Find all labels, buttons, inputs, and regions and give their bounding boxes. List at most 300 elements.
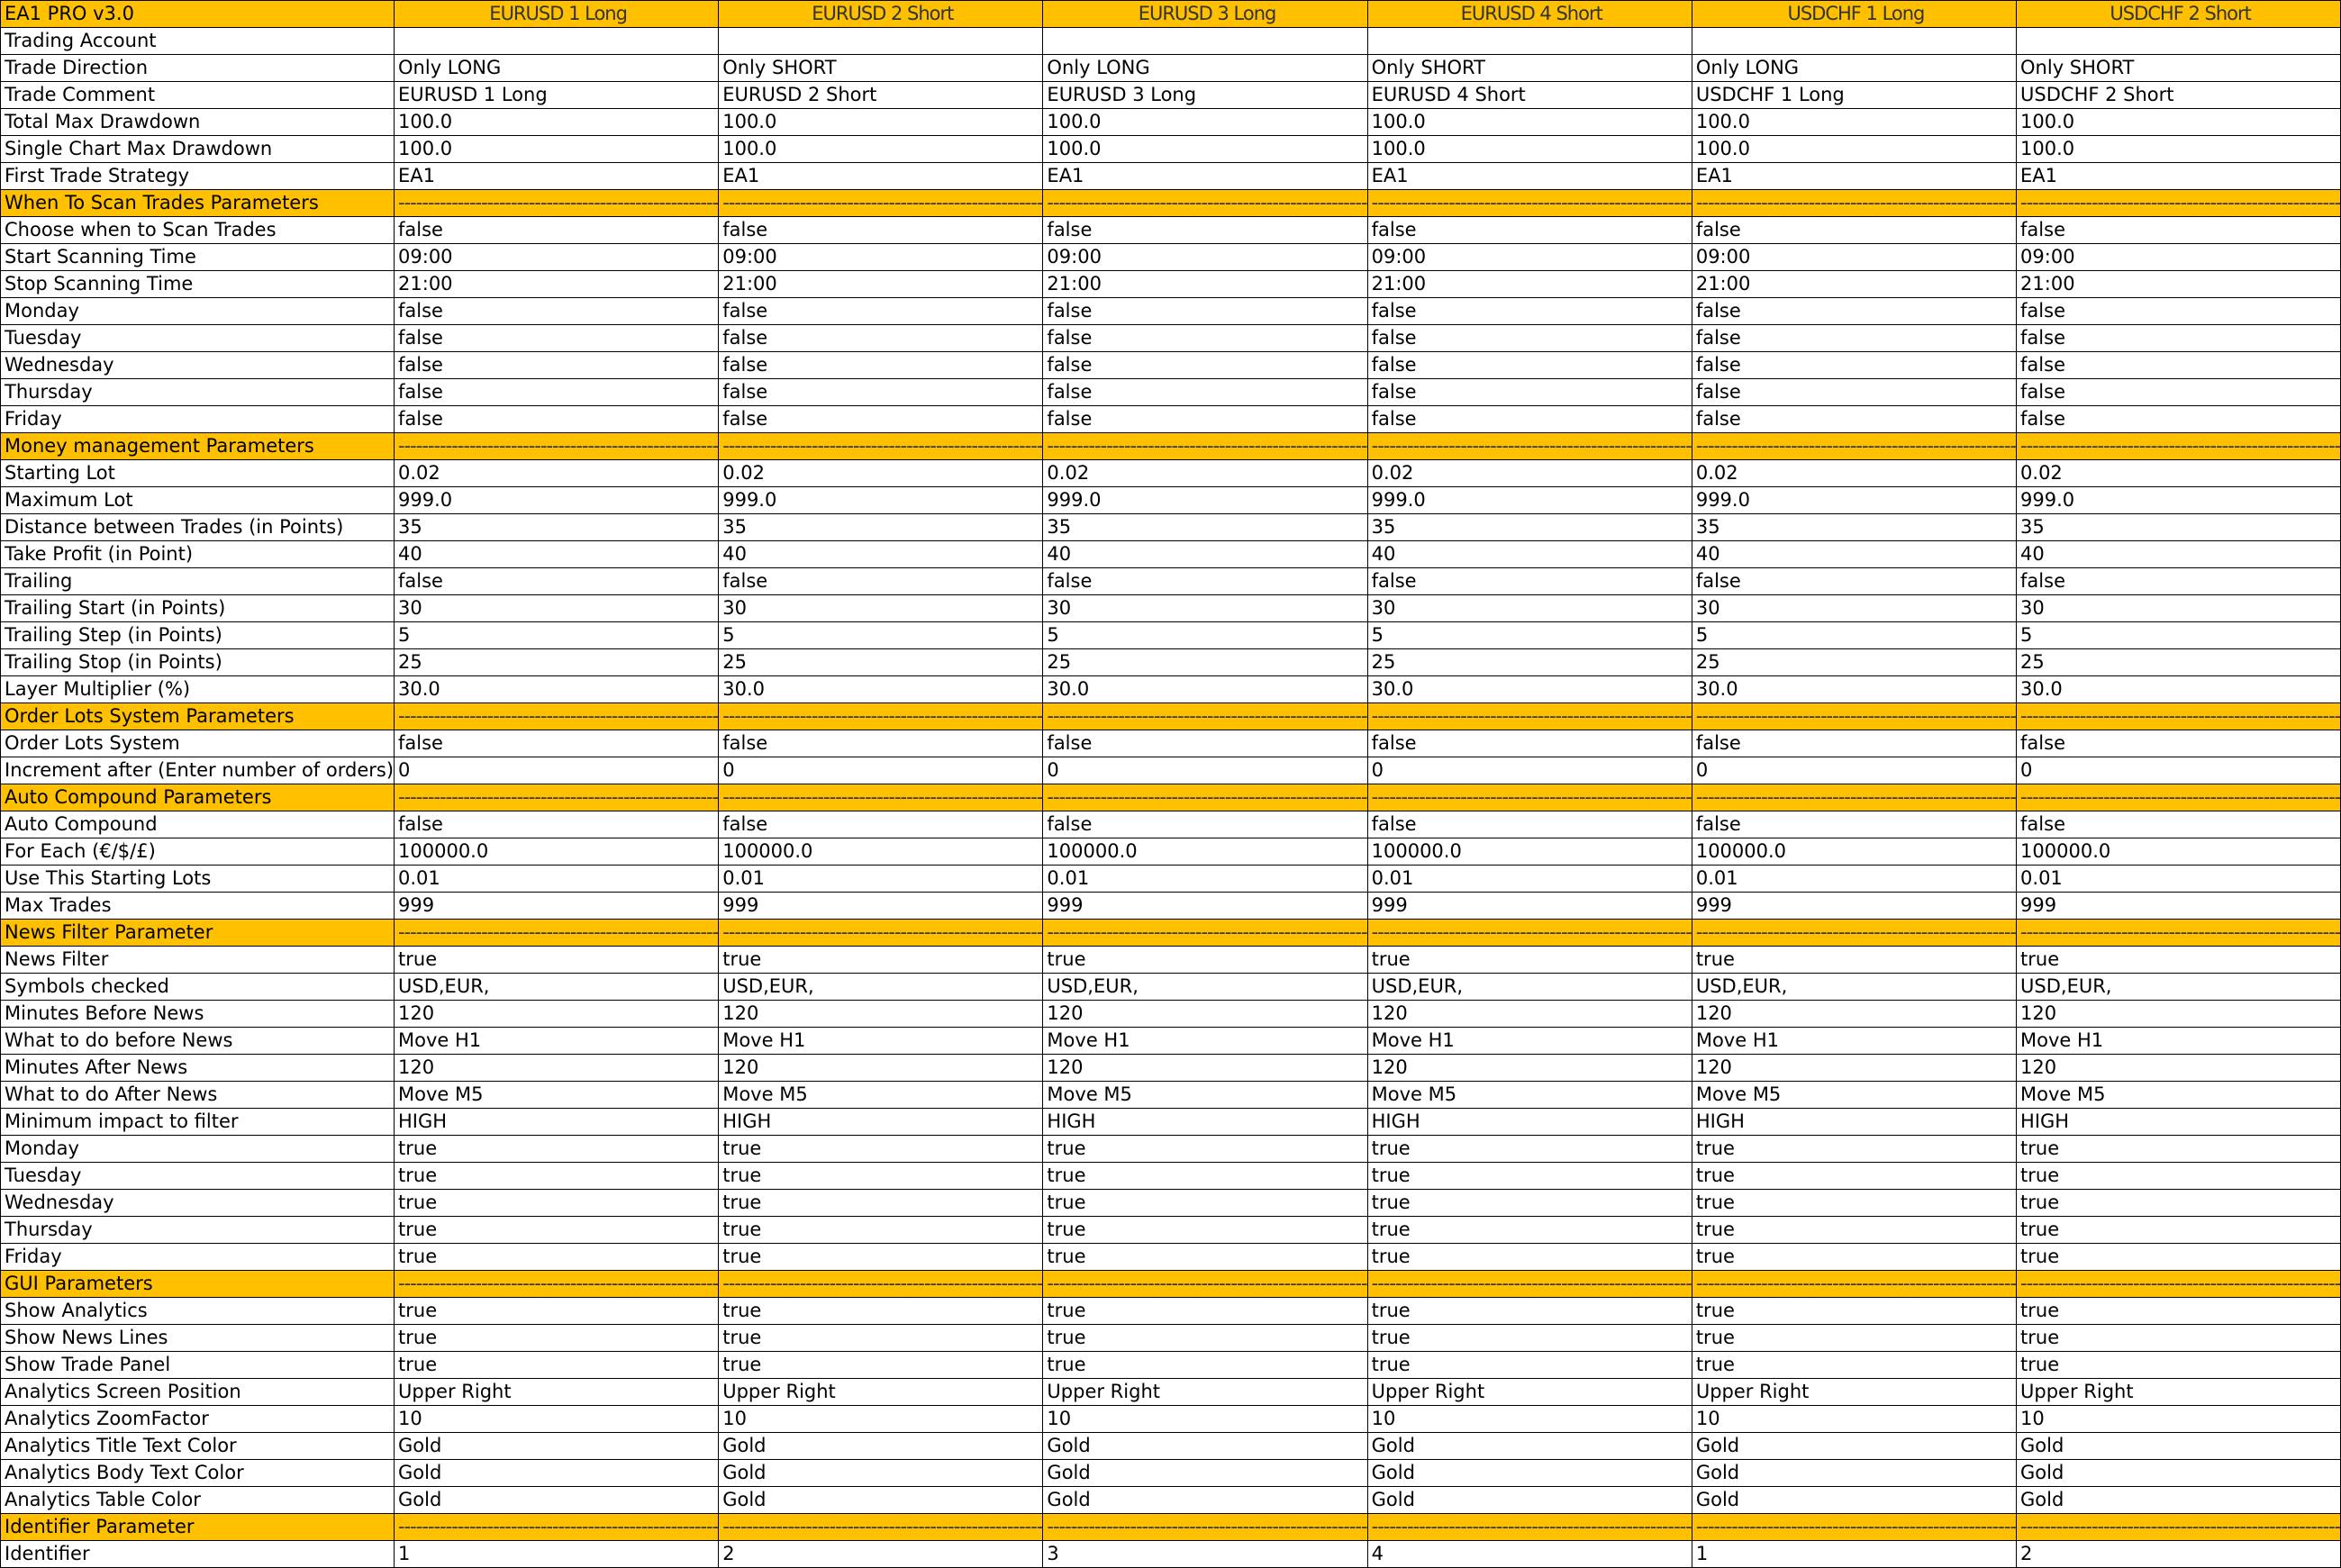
- parameter-value-cell[interactable]: Gold: [2017, 1460, 2341, 1487]
- parameter-value-cell[interactable]: true: [1367, 1298, 1692, 1325]
- parameter-value-cell[interactable]: HIGH: [1367, 1109, 1692, 1136]
- parameter-value-cell[interactable]: false: [2017, 811, 2341, 838]
- parameter-value-cell[interactable]: 0.01: [1043, 866, 1367, 893]
- parameter-label-cell[interactable]: Analytics Title Text Color: [1, 1433, 395, 1460]
- parameter-value-cell[interactable]: 35: [1043, 514, 1367, 541]
- parameter-value-cell[interactable]: 0.02: [1692, 460, 2016, 487]
- parameter-value-cell[interactable]: 120: [1043, 1055, 1367, 1082]
- parameter-label-cell[interactable]: Trailing: [1, 568, 395, 595]
- parameter-value-cell[interactable]: false: [1367, 730, 1692, 757]
- parameter-value-cell[interactable]: 999.0: [395, 487, 719, 514]
- section-separator-cell[interactable]: ------------------------------------------------------: [1692, 1271, 2016, 1298]
- parameter-value-cell[interactable]: true: [1367, 1217, 1692, 1244]
- column-header-cell[interactable]: EURUSD 4 Short: [1367, 1, 1692, 28]
- parameter-value-cell[interactable]: USDCHF 2 Short: [2017, 82, 2341, 109]
- parameter-value-cell[interactable]: true: [1043, 947, 1367, 974]
- section-separator-cell[interactable]: ------------------------------------------------------: [2017, 784, 2341, 811]
- parameter-value-cell[interactable]: 30.0: [2017, 676, 2341, 703]
- parameter-value-cell[interactable]: 999: [1692, 893, 2016, 920]
- sheet-title-cell[interactable]: EA1 PRO v3.0: [1, 1, 395, 28]
- parameter-value-cell[interactable]: 100000.0: [1043, 838, 1367, 866]
- parameter-label-cell[interactable]: Monday: [1, 1136, 395, 1163]
- parameter-value-cell[interactable]: Move M5: [2017, 1082, 2341, 1109]
- parameter-value-cell[interactable]: 30.0: [719, 676, 1043, 703]
- parameter-value-cell[interactable]: 999.0: [1367, 487, 1692, 514]
- parameter-value-cell[interactable]: [1043, 28, 1367, 55]
- parameter-value-cell[interactable]: true: [719, 1163, 1043, 1190]
- section-separator-cell[interactable]: ------------------------------------------------------: [719, 190, 1043, 217]
- parameter-value-cell[interactable]: Gold: [1367, 1487, 1692, 1514]
- parameter-value-cell[interactable]: EURUSD 2 Short: [719, 82, 1043, 109]
- section-separator-cell[interactable]: ------------------------------------------------------: [1367, 190, 1692, 217]
- parameter-value-cell[interactable]: true: [395, 1136, 719, 1163]
- parameter-value-cell[interactable]: 30: [719, 595, 1043, 622]
- parameter-label-cell[interactable]: Wednesday: [1, 352, 395, 379]
- parameter-value-cell[interactable]: false: [2017, 730, 2341, 757]
- parameter-value-cell[interactable]: USD,EUR,: [1692, 974, 2016, 1001]
- parameter-value-cell[interactable]: false: [1367, 379, 1692, 406]
- section-separator-cell[interactable]: ------------------------------------------------------: [395, 784, 719, 811]
- parameter-value-cell[interactable]: 21:00: [2017, 271, 2341, 298]
- parameter-value-cell[interactable]: true: [1692, 1325, 2016, 1352]
- parameter-value-cell[interactable]: false: [395, 325, 719, 352]
- parameter-value-cell[interactable]: Move H1: [2017, 1028, 2341, 1055]
- column-header-cell[interactable]: EURUSD 2 Short: [719, 1, 1043, 28]
- parameter-value-cell[interactable]: true: [2017, 1190, 2341, 1217]
- parameter-value-cell[interactable]: 100.0: [719, 109, 1043, 136]
- parameter-value-cell[interactable]: [719, 28, 1043, 55]
- parameter-value-cell[interactable]: false: [395, 730, 719, 757]
- parameter-value-cell[interactable]: false: [2017, 379, 2341, 406]
- parameter-value-cell[interactable]: true: [395, 1298, 719, 1325]
- parameter-value-cell[interactable]: true: [1367, 1136, 1692, 1163]
- parameter-label-cell[interactable]: Trailing Start (in Points): [1, 595, 395, 622]
- parameter-label-cell[interactable]: Start Scanning Time: [1, 244, 395, 271]
- parameter-value-cell[interactable]: 25: [395, 649, 719, 676]
- parameter-value-cell[interactable]: true: [1692, 1190, 2016, 1217]
- parameter-value-cell[interactable]: 0: [719, 757, 1043, 784]
- parameter-value-cell[interactable]: 09:00: [1367, 244, 1692, 271]
- parameter-value-cell[interactable]: Gold: [1367, 1460, 1692, 1487]
- parameter-value-cell[interactable]: true: [719, 1190, 1043, 1217]
- parameter-value-cell[interactable]: true: [1043, 1325, 1367, 1352]
- parameter-value-cell[interactable]: Gold: [1692, 1433, 2016, 1460]
- parameter-value-cell[interactable]: Gold: [395, 1433, 719, 1460]
- section-separator-cell[interactable]: ------------------------------------------------------: [1043, 784, 1367, 811]
- section-title-cell[interactable]: News Filter Parameter: [1, 920, 395, 947]
- parameter-label-cell[interactable]: Increment after (Enter number of orders): [1, 757, 395, 784]
- parameter-value-cell[interactable]: 21:00: [1367, 271, 1692, 298]
- parameter-value-cell[interactable]: 40: [719, 541, 1043, 568]
- parameter-value-cell[interactable]: 120: [1367, 1001, 1692, 1028]
- parameter-value-cell[interactable]: EA1: [1692, 163, 2016, 190]
- parameter-value-cell[interactable]: false: [395, 811, 719, 838]
- parameter-value-cell[interactable]: true: [2017, 1217, 2341, 1244]
- parameter-label-cell[interactable]: Starting Lot: [1, 460, 395, 487]
- parameter-value-cell[interactable]: false: [1043, 298, 1367, 325]
- parameter-value-cell[interactable]: EA1: [395, 163, 719, 190]
- parameter-value-cell[interactable]: Upper Right: [1367, 1379, 1692, 1406]
- parameter-value-cell[interactable]: false: [1367, 811, 1692, 838]
- parameter-value-cell[interactable]: false: [2017, 406, 2341, 433]
- parameter-value-cell[interactable]: 0.02: [1367, 460, 1692, 487]
- parameter-value-cell[interactable]: 0.01: [719, 866, 1043, 893]
- parameter-value-cell[interactable]: false: [2017, 325, 2341, 352]
- parameter-value-cell[interactable]: true: [719, 1325, 1043, 1352]
- parameter-value-cell[interactable]: 0: [1043, 757, 1367, 784]
- section-separator-cell[interactable]: ------------------------------------------------------: [1692, 920, 2016, 947]
- section-separator-cell[interactable]: ------------------------------------------------------: [395, 190, 719, 217]
- parameter-value-cell[interactable]: Only SHORT: [2017, 55, 2341, 82]
- parameter-value-cell[interactable]: HIGH: [1692, 1109, 2016, 1136]
- parameter-value-cell[interactable]: true: [1367, 1325, 1692, 1352]
- parameter-label-cell[interactable]: Wednesday: [1, 1190, 395, 1217]
- section-title-cell[interactable]: Order Lots System Parameters: [1, 703, 395, 730]
- parameter-value-cell[interactable]: 100000.0: [1692, 838, 2016, 866]
- parameter-value-cell[interactable]: false: [1043, 217, 1367, 244]
- parameter-label-cell[interactable]: Order Lots System: [1, 730, 395, 757]
- parameter-label-cell[interactable]: Tuesday: [1, 325, 395, 352]
- parameter-value-cell[interactable]: 100.0: [2017, 136, 2341, 163]
- parameter-value-cell[interactable]: 999: [719, 893, 1043, 920]
- parameter-value-cell[interactable]: 100000.0: [719, 838, 1043, 866]
- parameter-value-cell[interactable]: 100.0: [1043, 136, 1367, 163]
- parameter-value-cell[interactable]: 0.02: [395, 460, 719, 487]
- parameter-value-cell[interactable]: 100.0: [1367, 109, 1692, 136]
- section-title-cell[interactable]: When To Scan Trades Parameters: [1, 190, 395, 217]
- parameter-label-cell[interactable]: Analytics Table Color: [1, 1487, 395, 1514]
- parameter-value-cell[interactable]: 999.0: [1692, 487, 2016, 514]
- parameter-label-cell[interactable]: Analytics Screen Position: [1, 1379, 395, 1406]
- parameter-value-cell[interactable]: 100000.0: [2017, 838, 2341, 866]
- parameter-value-cell[interactable]: 21:00: [395, 271, 719, 298]
- parameter-value-cell[interactable]: 09:00: [1692, 244, 2016, 271]
- parameter-value-cell[interactable]: false: [395, 379, 719, 406]
- parameter-value-cell[interactable]: true: [719, 1298, 1043, 1325]
- parameter-value-cell[interactable]: true: [395, 1325, 719, 1352]
- section-title-cell[interactable]: Money management Parameters: [1, 433, 395, 460]
- parameter-value-cell[interactable]: false: [1367, 352, 1692, 379]
- parameter-value-cell[interactable]: 999.0: [1043, 487, 1367, 514]
- parameter-value-cell[interactable]: true: [1043, 1352, 1367, 1379]
- parameter-value-cell[interactable]: 0.01: [1692, 866, 2016, 893]
- section-separator-cell[interactable]: ------------------------------------------------------: [1692, 1514, 2016, 1541]
- parameter-value-cell[interactable]: USD,EUR,: [2017, 974, 2341, 1001]
- parameter-value-cell[interactable]: true: [395, 1163, 719, 1190]
- parameter-value-cell[interactable]: false: [1043, 325, 1367, 352]
- parameter-value-cell[interactable]: Upper Right: [395, 1379, 719, 1406]
- section-separator-cell[interactable]: ------------------------------------------------------: [2017, 1271, 2341, 1298]
- parameter-value-cell[interactable]: false: [2017, 352, 2341, 379]
- parameter-value-cell[interactable]: true: [395, 947, 719, 974]
- parameter-value-cell[interactable]: 100.0: [719, 136, 1043, 163]
- parameter-value-cell[interactable]: 40: [1367, 541, 1692, 568]
- parameter-value-cell[interactable]: false: [1692, 568, 2016, 595]
- parameter-label-cell[interactable]: First Trade Strategy: [1, 163, 395, 190]
- parameter-label-cell[interactable]: Analytics Body Text Color: [1, 1460, 395, 1487]
- parameter-value-cell[interactable]: Gold: [2017, 1433, 2341, 1460]
- parameter-value-cell[interactable]: true: [719, 1352, 1043, 1379]
- parameter-value-cell[interactable]: Gold: [1043, 1433, 1367, 1460]
- parameter-value-cell[interactable]: 100.0: [1367, 136, 1692, 163]
- parameter-value-cell[interactable]: false: [395, 568, 719, 595]
- parameter-label-cell[interactable]: Trade Direction: [1, 55, 395, 82]
- parameter-value-cell[interactable]: true: [2017, 947, 2341, 974]
- parameter-value-cell[interactable]: 999: [1367, 893, 1692, 920]
- parameter-value-cell[interactable]: Gold: [395, 1487, 719, 1514]
- parameter-value-cell[interactable]: false: [1367, 217, 1692, 244]
- parameter-value-cell[interactable]: Move M5: [719, 1082, 1043, 1109]
- parameter-value-cell[interactable]: EURUSD 1 Long: [395, 82, 719, 109]
- parameter-label-cell[interactable]: Symbols checked: [1, 974, 395, 1001]
- parameter-value-cell[interactable]: true: [719, 1136, 1043, 1163]
- parameter-value-cell[interactable]: 10: [1367, 1406, 1692, 1433]
- parameter-value-cell[interactable]: Gold: [1692, 1460, 2016, 1487]
- parameter-value-cell[interactable]: 999.0: [719, 487, 1043, 514]
- parameter-value-cell[interactable]: 30: [1692, 595, 2016, 622]
- parameter-value-cell[interactable]: 0.02: [719, 460, 1043, 487]
- parameter-value-cell[interactable]: 25: [2017, 649, 2341, 676]
- parameter-value-cell[interactable]: Gold: [395, 1460, 719, 1487]
- parameter-value-cell[interactable]: 120: [395, 1055, 719, 1082]
- parameter-value-cell[interactable]: Gold: [719, 1433, 1043, 1460]
- parameter-value-cell[interactable]: Upper Right: [1043, 1379, 1367, 1406]
- parameter-value-cell[interactable]: EA1: [2017, 163, 2341, 190]
- parameter-value-cell[interactable]: HIGH: [1043, 1109, 1367, 1136]
- parameter-label-cell[interactable]: Trading Account: [1, 28, 395, 55]
- section-separator-cell[interactable]: ------------------------------------------------------: [1043, 190, 1367, 217]
- section-separator-cell[interactable]: ------------------------------------------------------: [1367, 784, 1692, 811]
- parameter-value-cell[interactable]: 21:00: [1043, 271, 1367, 298]
- parameter-value-cell[interactable]: 999: [395, 893, 719, 920]
- parameter-value-cell[interactable]: Move H1: [1367, 1028, 1692, 1055]
- parameter-value-cell[interactable]: 100000.0: [1367, 838, 1692, 866]
- parameter-value-cell[interactable]: true: [2017, 1298, 2341, 1325]
- section-separator-cell[interactable]: ------------------------------------------------------: [719, 1514, 1043, 1541]
- parameter-value-cell[interactable]: Move H1: [1043, 1028, 1367, 1055]
- parameter-value-cell[interactable]: false: [1043, 568, 1367, 595]
- parameter-value-cell[interactable]: true: [395, 1352, 719, 1379]
- parameter-label-cell[interactable]: What to do After News: [1, 1082, 395, 1109]
- parameter-value-cell[interactable]: 100.0: [395, 136, 719, 163]
- parameter-value-cell[interactable]: EA1: [1367, 163, 1692, 190]
- parameter-label-cell[interactable]: What to do before News: [1, 1028, 395, 1055]
- parameter-value-cell[interactable]: true: [1692, 1136, 2016, 1163]
- parameter-value-cell[interactable]: 120: [2017, 1055, 2341, 1082]
- section-separator-cell[interactable]: ------------------------------------------------------: [719, 1271, 1043, 1298]
- parameter-label-cell[interactable]: Use This Starting Lots: [1, 866, 395, 893]
- parameter-label-cell[interactable]: Thursday: [1, 1217, 395, 1244]
- parameter-value-cell[interactable]: Upper Right: [719, 1379, 1043, 1406]
- parameter-value-cell[interactable]: 0.01: [2017, 866, 2341, 893]
- parameter-value-cell[interactable]: 25: [719, 649, 1043, 676]
- parameter-value-cell[interactable]: 0.02: [1043, 460, 1367, 487]
- parameter-value-cell[interactable]: 100.0: [2017, 109, 2341, 136]
- parameter-value-cell[interactable]: 0.02: [2017, 460, 2341, 487]
- section-separator-cell[interactable]: ------------------------------------------------------: [719, 784, 1043, 811]
- section-title-cell[interactable]: GUI Parameters: [1, 1271, 395, 1298]
- parameter-value-cell[interactable]: 30: [395, 595, 719, 622]
- parameter-value-cell[interactable]: false: [1692, 352, 2016, 379]
- parameter-value-cell[interactable]: USD,EUR,: [1043, 974, 1367, 1001]
- parameter-value-cell[interactable]: 25: [1367, 649, 1692, 676]
- parameter-value-cell[interactable]: false: [2017, 217, 2341, 244]
- parameter-label-cell[interactable]: Choose when to Scan Trades: [1, 217, 395, 244]
- parameter-value-cell[interactable]: 5: [719, 622, 1043, 649]
- parameter-value-cell[interactable]: 0: [1367, 757, 1692, 784]
- parameter-value-cell[interactable]: false: [719, 325, 1043, 352]
- parameter-value-cell[interactable]: 999: [2017, 893, 2341, 920]
- parameter-value-cell[interactable]: 10: [1043, 1406, 1367, 1433]
- section-separator-cell[interactable]: ------------------------------------------------------: [719, 703, 1043, 730]
- parameter-value-cell[interactable]: [1367, 28, 1692, 55]
- parameter-value-cell[interactable]: Gold: [1367, 1433, 1692, 1460]
- parameter-value-cell[interactable]: false: [719, 217, 1043, 244]
- parameter-value-cell[interactable]: true: [2017, 1352, 2341, 1379]
- parameter-value-cell[interactable]: Move M5: [1692, 1082, 2016, 1109]
- section-separator-cell[interactable]: ------------------------------------------------------: [719, 433, 1043, 460]
- parameter-value-cell[interactable]: EA1: [1043, 163, 1367, 190]
- parameter-value-cell[interactable]: false: [719, 811, 1043, 838]
- parameter-value-cell[interactable]: 30.0: [1043, 676, 1367, 703]
- parameter-value-cell[interactable]: Move H1: [719, 1028, 1043, 1055]
- section-separator-cell[interactable]: ------------------------------------------------------: [2017, 190, 2341, 217]
- section-separator-cell[interactable]: ------------------------------------------------------: [1692, 784, 2016, 811]
- parameter-value-cell[interactable]: true: [1043, 1163, 1367, 1190]
- parameter-value-cell[interactable]: 100000.0: [395, 838, 719, 866]
- parameter-value-cell[interactable]: false: [2017, 568, 2341, 595]
- parameter-value-cell[interactable]: 0.01: [1367, 866, 1692, 893]
- parameter-value-cell[interactable]: 30.0: [1367, 676, 1692, 703]
- parameter-label-cell[interactable]: Show News Lines: [1, 1325, 395, 1352]
- parameter-value-cell[interactable]: 1: [1692, 1541, 2016, 1568]
- parameter-value-cell[interactable]: 40: [395, 541, 719, 568]
- parameter-value-cell[interactable]: true: [395, 1244, 719, 1271]
- parameter-value-cell[interactable]: 5: [395, 622, 719, 649]
- section-separator-cell[interactable]: ------------------------------------------------------: [719, 920, 1043, 947]
- parameter-value-cell[interactable]: 10: [1692, 1406, 2016, 1433]
- parameter-value-cell[interactable]: true: [1692, 1244, 2016, 1271]
- section-separator-cell[interactable]: ------------------------------------------------------: [2017, 433, 2341, 460]
- parameter-value-cell[interactable]: true: [1367, 947, 1692, 974]
- parameter-label-cell[interactable]: Tuesday: [1, 1163, 395, 1190]
- section-separator-cell[interactable]: ------------------------------------------------------: [1043, 1271, 1367, 1298]
- parameter-value-cell[interactable]: true: [719, 947, 1043, 974]
- parameter-value-cell[interactable]: false: [1367, 406, 1692, 433]
- parameter-value-cell[interactable]: 999: [1043, 893, 1367, 920]
- parameter-label-cell[interactable]: Stop Scanning Time: [1, 271, 395, 298]
- parameter-value-cell[interactable]: Only LONG: [1043, 55, 1367, 82]
- section-separator-cell[interactable]: ------------------------------------------------------: [2017, 920, 2341, 947]
- parameter-value-cell[interactable]: 2: [2017, 1541, 2341, 1568]
- section-separator-cell[interactable]: ------------------------------------------------------: [1367, 920, 1692, 947]
- parameter-value-cell[interactable]: 120: [1367, 1055, 1692, 1082]
- parameter-value-cell[interactable]: 30.0: [395, 676, 719, 703]
- parameter-value-cell[interactable]: Upper Right: [1692, 1379, 2016, 1406]
- parameter-value-cell[interactable]: true: [1043, 1136, 1367, 1163]
- parameter-value-cell[interactable]: 5: [2017, 622, 2341, 649]
- parameter-value-cell[interactable]: HIGH: [395, 1109, 719, 1136]
- parameter-value-cell[interactable]: 21:00: [1692, 271, 2016, 298]
- section-title-cell[interactable]: Identifier Parameter: [1, 1514, 395, 1541]
- parameter-value-cell[interactable]: Only LONG: [1692, 55, 2016, 82]
- parameter-label-cell[interactable]: Auto Compound: [1, 811, 395, 838]
- parameter-value-cell[interactable]: true: [1043, 1217, 1367, 1244]
- parameter-value-cell[interactable]: true: [719, 1217, 1043, 1244]
- section-separator-cell[interactable]: ------------------------------------------------------: [2017, 703, 2341, 730]
- parameter-value-cell[interactable]: false: [1692, 298, 2016, 325]
- parameter-label-cell[interactable]: Total Max Drawdown: [1, 109, 395, 136]
- parameter-value-cell[interactable]: 21:00: [719, 271, 1043, 298]
- section-title-cell[interactable]: Auto Compound Parameters: [1, 784, 395, 811]
- section-separator-cell[interactable]: ------------------------------------------------------: [1367, 433, 1692, 460]
- section-separator-cell[interactable]: ------------------------------------------------------: [1692, 703, 2016, 730]
- parameter-value-cell[interactable]: 09:00: [1043, 244, 1367, 271]
- parameter-value-cell[interactable]: false: [719, 730, 1043, 757]
- column-header-cell[interactable]: USDCHF 1 Long: [1692, 1, 2016, 28]
- parameter-value-cell[interactable]: 10: [719, 1406, 1043, 1433]
- parameter-value-cell[interactable]: 2: [719, 1541, 1043, 1568]
- section-separator-cell[interactable]: ------------------------------------------------------: [1367, 1271, 1692, 1298]
- parameter-label-cell[interactable]: Minutes Before News: [1, 1001, 395, 1028]
- parameter-label-cell[interactable]: Layer Multiplier (%): [1, 676, 395, 703]
- parameter-value-cell[interactable]: 30: [1367, 595, 1692, 622]
- parameter-label-cell[interactable]: Friday: [1, 1244, 395, 1271]
- parameter-value-cell[interactable]: 30.0: [1692, 676, 2016, 703]
- parameter-label-cell[interactable]: Distance between Trades (in Points): [1, 514, 395, 541]
- parameter-value-cell[interactable]: Only SHORT: [1367, 55, 1692, 82]
- parameter-value-cell[interactable]: false: [719, 406, 1043, 433]
- parameter-value-cell[interactable]: EA1: [719, 163, 1043, 190]
- parameter-value-cell[interactable]: false: [1367, 298, 1692, 325]
- parameter-value-cell[interactable]: false: [1692, 325, 2016, 352]
- parameter-value-cell[interactable]: 10: [395, 1406, 719, 1433]
- parameter-value-cell[interactable]: Gold: [1043, 1487, 1367, 1514]
- parameter-label-cell[interactable]: Friday: [1, 406, 395, 433]
- parameter-value-cell[interactable]: 120: [1043, 1001, 1367, 1028]
- parameter-label-cell[interactable]: Trailing Stop (in Points): [1, 649, 395, 676]
- parameter-value-cell[interactable]: [395, 28, 719, 55]
- parameter-label-cell[interactable]: Show Analytics: [1, 1298, 395, 1325]
- column-header-cell[interactable]: USDCHF 2 Short: [2017, 1, 2341, 28]
- parameter-value-cell[interactable]: false: [1043, 406, 1367, 433]
- column-header-cell[interactable]: EURUSD 3 Long: [1043, 1, 1367, 28]
- parameter-value-cell[interactable]: true: [1367, 1190, 1692, 1217]
- parameter-value-cell[interactable]: false: [719, 568, 1043, 595]
- parameter-label-cell[interactable]: News Filter: [1, 947, 395, 974]
- parameter-value-cell[interactable]: 40: [1043, 541, 1367, 568]
- section-separator-cell[interactable]: ------------------------------------------------------: [395, 703, 719, 730]
- parameter-value-cell[interactable]: 09:00: [719, 244, 1043, 271]
- parameter-value-cell[interactable]: true: [719, 1244, 1043, 1271]
- parameter-value-cell[interactable]: 100.0: [1043, 109, 1367, 136]
- parameter-value-cell[interactable]: 30: [1043, 595, 1367, 622]
- section-separator-cell[interactable]: ------------------------------------------------------: [1043, 1514, 1367, 1541]
- parameter-value-cell[interactable]: true: [2017, 1325, 2341, 1352]
- parameter-value-cell[interactable]: Only LONG: [395, 55, 719, 82]
- parameter-label-cell[interactable]: Trailing Step (in Points): [1, 622, 395, 649]
- parameter-value-cell[interactable]: 120: [1692, 1055, 2016, 1082]
- parameter-value-cell[interactable]: USD,EUR,: [719, 974, 1043, 1001]
- parameter-value-cell[interactable]: 40: [1692, 541, 2016, 568]
- section-separator-cell[interactable]: ------------------------------------------------------: [395, 1514, 719, 1541]
- parameter-value-cell[interactable]: false: [1692, 811, 2016, 838]
- section-separator-cell[interactable]: ------------------------------------------------------: [395, 433, 719, 460]
- parameter-value-cell[interactable]: USD,EUR,: [395, 974, 719, 1001]
- parameter-value-cell[interactable]: Move M5: [1043, 1082, 1367, 1109]
- parameter-value-cell[interactable]: Upper Right: [2017, 1379, 2341, 1406]
- parameter-label-cell[interactable]: Identifier: [1, 1541, 395, 1568]
